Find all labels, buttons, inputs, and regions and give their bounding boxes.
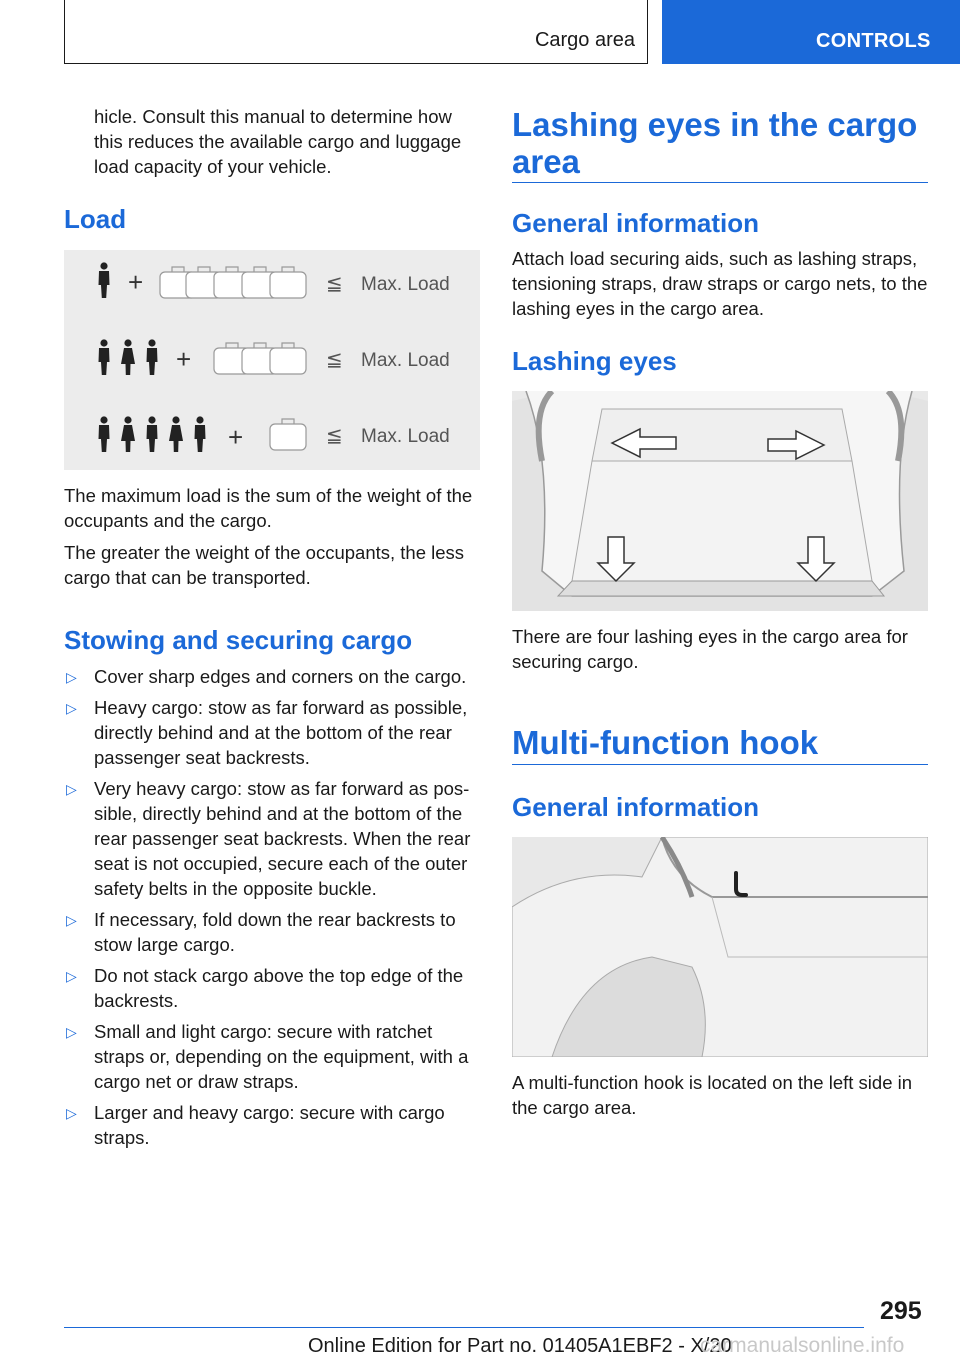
stowing-bullet-list	[64, 664, 482, 1156]
plus-sign: +	[176, 344, 192, 374]
list-item: ▷ Do not stack cargo above the top edge of the backrests.	[66, 965, 464, 1011]
plus-sign: +	[228, 422, 244, 452]
le-sign: ≦	[326, 271, 343, 295]
footer-edition-text: Online Edition for Part no. 01405A1EBF2 - X/20	[308, 1335, 732, 1357]
footer-rule	[64, 1327, 864, 1328]
list-item: ▷ If necessary, fold down the rear backrests to stow large cargo.	[66, 909, 456, 955]
load-figure	[64, 250, 480, 470]
header-section-title: Cargo area	[534, 29, 635, 51]
list-item: ▷ Very heavy cargo: stow as far forward as pos‐sible, directly behind and at the bottom of the rear passenger seat backrests. When the rear seat is not occupied, secure each of the outer safety belts in the opposite buckle.	[66, 778, 471, 899]
multi-function-hook-figure	[512, 837, 928, 1057]
bullet-arrow-icon: ▷	[66, 700, 77, 716]
load-row-3	[99, 416, 450, 452]
general-info-heading-2: General information	[512, 792, 760, 822]
bullet-arrow-icon: ▷	[66, 781, 77, 797]
bullet-arrow-icon: ▷	[66, 1024, 77, 1040]
lashing-eyes-title: Lashing eyes in the cargo area	[512, 106, 918, 180]
multi-function-hook-paragraph: A multi-function hook is located on the left side in the cargo area.	[512, 1072, 913, 1118]
max-load-label: Max. Load	[361, 350, 450, 371]
plus-sign: +	[128, 267, 144, 297]
max-load-label: Max. Load	[361, 274, 450, 295]
luggage-icons	[160, 267, 306, 298]
lashing-eyes-paragraph: There are four lashing eyes in the cargo area for securing cargo.	[512, 626, 908, 672]
bullet-arrow-icon: ▷	[66, 669, 77, 685]
le-sign: ≦	[326, 347, 343, 371]
list-item: ▷ Small and light cargo: secure with ratchet straps or, depending on the equipment, with a cargo net or draw straps.	[66, 1021, 469, 1092]
page-number: 295	[880, 1297, 922, 1325]
bullet-arrow-icon: ▷	[66, 968, 77, 984]
footer-watermark: carmanualsonline.info	[700, 1334, 905, 1357]
max-load-label: Max. Load	[361, 426, 450, 447]
bullet-arrow-icon: ▷	[66, 912, 77, 928]
bullet-arrow-icon: ▷	[66, 1105, 77, 1121]
multi-function-hook-title: Multi-function hook	[512, 724, 819, 761]
title-rule	[512, 182, 928, 183]
stowing-heading: Stowing and securing cargo	[64, 625, 413, 655]
load-row-2	[99, 339, 450, 375]
load-paragraph-1: The maximum load is the sum of the weight of the occupants and the cargo.	[64, 485, 473, 531]
header-section-box	[64, 0, 648, 64]
load-row-1	[99, 262, 450, 298]
luggage-icons	[214, 343, 306, 374]
list-item: ▷ Larger and heavy cargo: secure with cargo straps.	[66, 1102, 445, 1148]
load-paragraph-2: The greater the weight of the occupants, the less cargo that can be transported.	[64, 542, 465, 588]
load-figure-graphic	[64, 250, 480, 470]
lashing-eyes-heading: Lashing eyes	[512, 346, 677, 376]
lashing-eyes-figure	[512, 391, 928, 611]
hook-illustration	[512, 837, 928, 1057]
intro-paragraph: hicle. Consult this manual to determine how this reduces the available cargo and luggage load capacity of your vehicle.	[94, 106, 462, 177]
le-sign: ≦	[326, 423, 343, 447]
list-item: ▷ Heavy cargo: stow as far forward as possible, directly behind and at the bottom of the rear passenger seat backrests.	[66, 697, 468, 768]
general-info-paragraph-1: Attach load securing aids, such as lashing straps, tensioning straps, draw straps or cargo nets, to the lashing eyes in the cargo area.	[512, 248, 928, 319]
list-item: ▷ Cover sharp edges and corners on the cargo.	[64, 664, 482, 689]
load-heading: Load	[64, 204, 127, 234]
luggage-icons	[270, 419, 306, 450]
header-chapter-tab[interactable]: CONTROLS	[662, 0, 960, 64]
general-info-heading-1: General information	[512, 208, 760, 238]
title-rule	[512, 764, 928, 765]
cargo-area-illustration	[512, 391, 928, 611]
